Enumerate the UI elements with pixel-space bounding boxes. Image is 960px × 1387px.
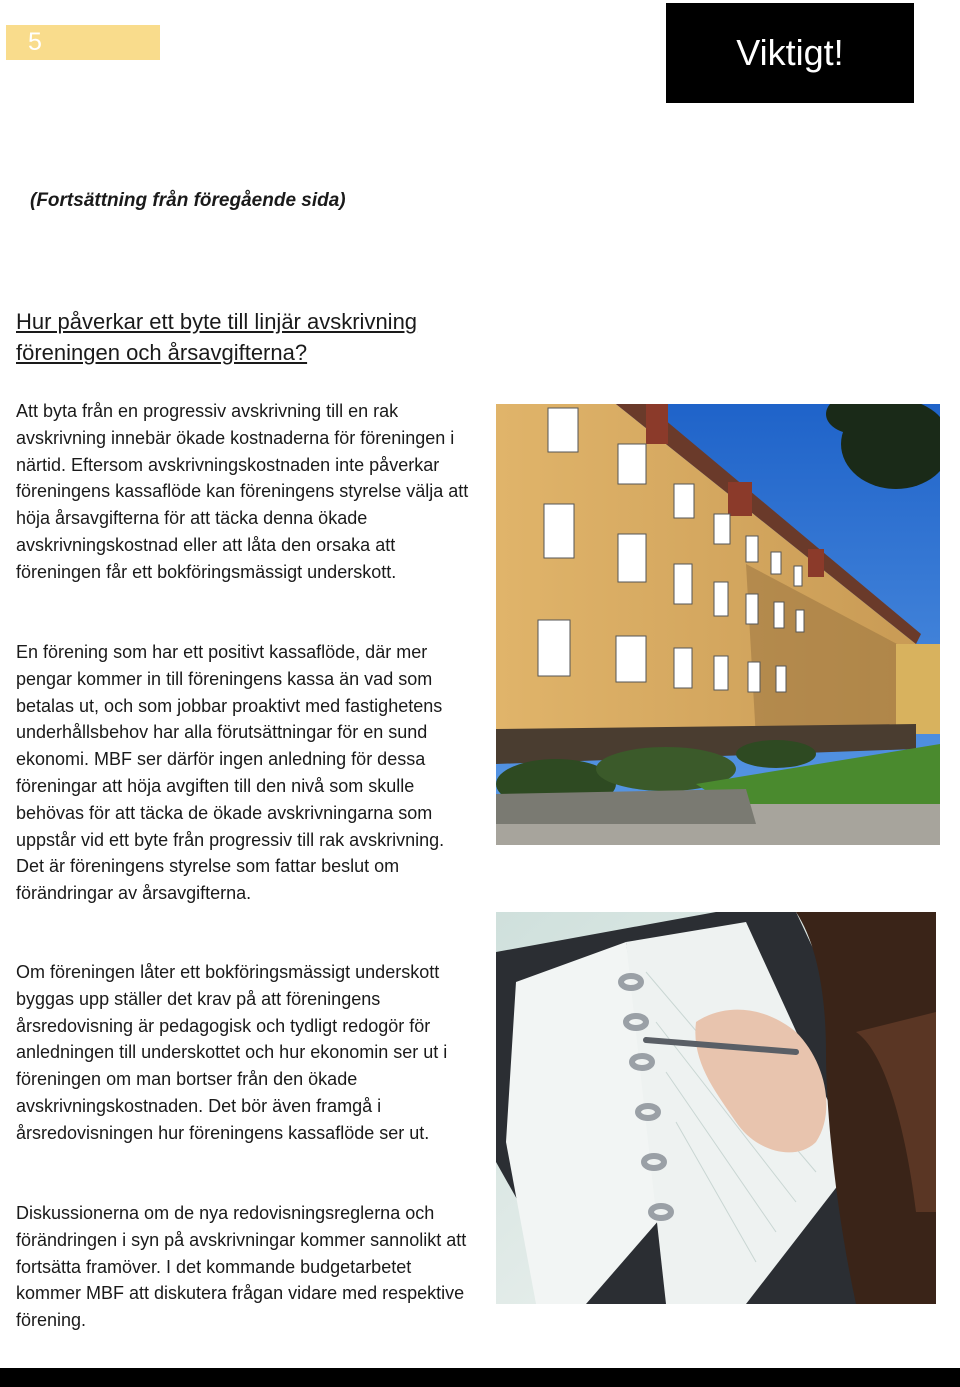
viktigt-banner: Viktigt! (666, 3, 914, 103)
paragraph-4: Diskussionerna om de nya redovisningsreglerna och förändringen i syn på avskrivningar kommer sannolikt att fortsätta framöver. I det kommande budgetarbetet kommer MBF att diskutera frågan vidare med respektive förening. (16, 1203, 467, 1331)
paragraph-3: Om föreningen låter ett bokföringsmässigt underskott byggas upp ställer det krav på att föreningens årsredovisning är pedagogisk och tydligt redogör för anledningen till underskottet och hur ekonomin ser ut i föreningen om man bortser från den ökade avskrivningskostnaden. Det bör även framgå i årsredovisningen hur föreningens kassaflöde ser ut. (16, 962, 448, 1143)
paragraph-2: En förening som har ett positivt kassaflöde, där mer pengar kommer in till föreningens kassa än vad som betalas ut, och som jobbar proaktivt med fastighetens underhållsbehov har alla förutsättningar för en sund ekonomi. MBF ser därför ingen anledning för dessa föreningar att höja avgiften till den nivå som skulle behövas för att täcka de ökade avskrivningarna som uppstår vid ett byte från progressiv till rak avskrivning. Det är föreningens styrelse som fattar beslut om förändringar av årsavgifterna. (16, 642, 445, 904)
page-number: 5 (6, 25, 160, 60)
apartment-building-photo (496, 404, 940, 845)
paragraph-1: Att byta från en progressiv avskrivning till en rak avskrivning innebär ökade kostnaderna för föreningen i närtid. Eftersom avskrivningskostnaden inte påverkar föreningens kassaflöde kan föreningens styrelse välja att höja årsavgifterna för att täcka denna ökade avskrivningskostnad eller att låta den orsaka att föreningen får ett bokföringsmässigt underskott. (16, 401, 469, 582)
bottom-bar (0, 1368, 960, 1387)
planner-writing-photo (496, 912, 936, 1304)
section-heading: Hur påverkar ett byte till linjär avskrivning föreningen och årsavgifterna? (16, 309, 418, 365)
continuation-note: (Fortsättning från föregående sida) (30, 190, 346, 211)
